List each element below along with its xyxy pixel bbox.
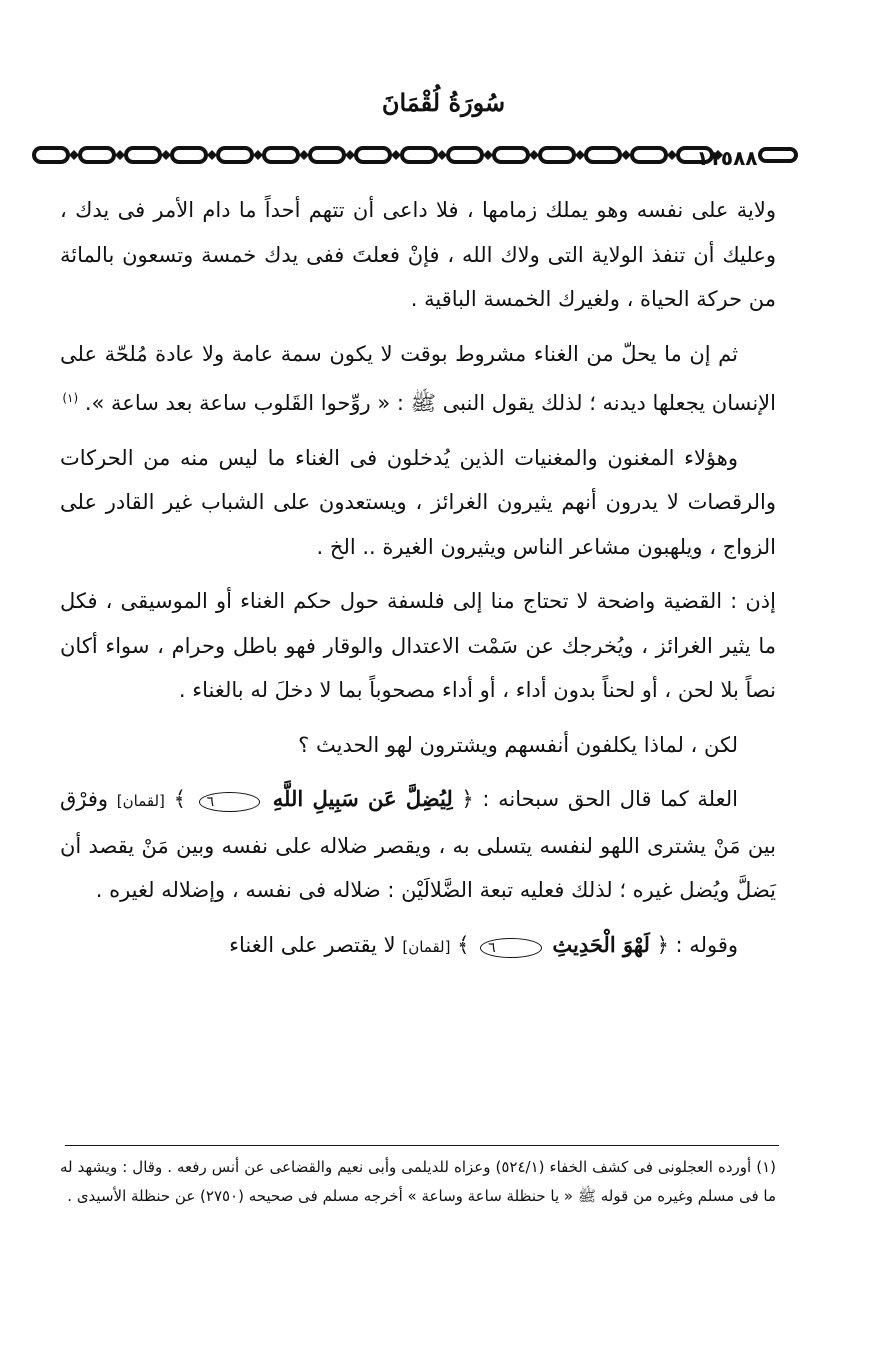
verse-intro: العلة كما قال الحق سبحانه : ﴿	[461, 787, 738, 811]
ayah-number: ٦	[199, 792, 261, 812]
quran-verse: لَهْوَ الْحَدِيثِ	[552, 931, 650, 957]
paragraph-text: لا يقتصر على الغناء	[229, 932, 396, 957]
paragraph-text: ثم إن ما يحلّ من الغناء مشروط بوقت لا يكون سمة عامة ولا عادة مُلحّة على الإنسان يجعلها ديدنه ؛ لذلك يقول النبى ﷺ : « روِّحوا القَلوب ساعة بعد ساعة ».	[60, 341, 776, 415]
footnotes	[60, 1153, 776, 1211]
page-number: ١١٥٨٨	[696, 146, 758, 170]
verse-intro: وقوله : ﴿	[656, 932, 738, 957]
paragraph-text: لكن ، لماذا يكلفون أنفسهم ويشترون لهو الحديث ؟	[298, 732, 738, 757]
quran-verse: لِيُضِلَّ عَن سَبِيلِ اللَّهِ	[272, 786, 453, 811]
ayah-number: ٦	[480, 938, 542, 958]
footnote: (١) أورده العجلونى فى كشف الخفاء (٥٢٤/١) وعزاه للديلمى وأبى نعيم والقضاعى عن أنس رفعه . وقال : ويشهد له ما فى مسلم وغيره من قوله ﷺ « يا حنظلة ساعة وساعة » أخرجه مسلم فى صحيحه (٢٧٥٠) عن حنظلة الأسيدى .	[60, 1158, 776, 1205]
paragraph	[60, 332, 776, 426]
paragraph	[60, 579, 776, 713]
verse-close: ﴾	[457, 932, 470, 957]
paragraph	[60, 777, 776, 913]
surah-reference: [لقمان]	[116, 792, 165, 810]
paragraph-text: ولاية على نفسه وهو يملك زمامها ، فلا داعى أن تتهم أحداً ما دام الأمر فى يدك ، وعليك أن تنفذ الولاية التى ولاك الله ، فإنْ فعلتَ ففى يدك خمسة وتسعون بالمائة من حركة الحياة ، ولغيرك الخمسة الباقية .	[60, 198, 776, 311]
paragraph	[60, 188, 776, 322]
main-text	[60, 188, 776, 979]
paragraph	[60, 723, 776, 768]
surah-title: سُورَةُ لُقْمَانَ	[381, 88, 506, 117]
paragraph-text: وفرْق بين مَنْ يشترى اللهو لنفسه يتسلى به ، ويقصر ضلاله على نفسه وبين مَنْ يقصد أن يَضلَّ ويُضل غيره ؛ لذلك فعليه تبعة الضَّلالَيْن : ضلاله فى نفسه ، وإضلاله لغيره .	[60, 787, 776, 902]
decorative-border	[30, 142, 800, 168]
surah-reference: [لقمان]	[402, 937, 451, 956]
chain-border-icon	[30, 142, 800, 168]
footnote-marker: (١)	[62, 391, 79, 405]
paragraph-text: وهؤلاء المغنون والمغنيات الذين يُدخلون فى الغناء ما ليس منه من الحركات والرقصات لا يدرون أنهم يثيرون الغرائز ، ويستعدون على الشباب غير القادر على الزواج ، ويلهبون مشاعر الناس ويثيرون الغيرة .. الخ .	[60, 445, 776, 559]
footnote-divider	[65, 1145, 779, 1146]
paragraph	[60, 923, 776, 970]
paragraph	[60, 436, 776, 570]
verse-close: ﴾	[173, 787, 186, 811]
paragraph-text: إذن : القضية واضحة لا تحتاج منا إلى فلسفة حول حكم الغناء أو الموسيقى ، فكل ما يثير الغرائز ، ويُخرجك عن سَمْت الاعتدال والوقار فهو باطل وحرام ، سواء أكان نصاً بلا لحن ، أو لحناً بدون أداء ، أو أداء مصحوباً بما لا دخلَ له بالغناء .	[60, 589, 776, 702]
